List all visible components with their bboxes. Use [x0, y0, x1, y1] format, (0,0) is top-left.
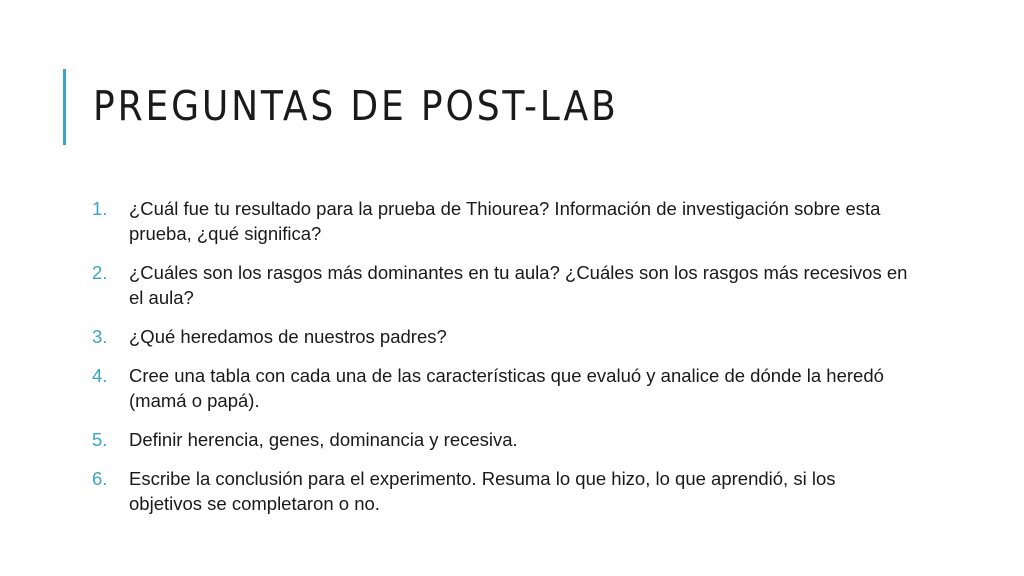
list-item-text: Definir herencia, genes, dominancia y recesiva.: [129, 429, 518, 450]
question-list: [92, 196, 912, 530]
list-item-text: Cree una tabla con cada una de las características que evaluó y analice de dónde la heredó (mamá o papá).: [129, 365, 884, 411]
list-item: [92, 363, 912, 413]
list-item-number: 5.: [92, 429, 108, 450]
list-item: [92, 466, 912, 516]
list-item-number: 1.: [92, 198, 108, 219]
list-item-text: Escribe la conclusión para el experimento. Resuma lo que hizo, lo que aprendió, si los objetivos se completaron o no.: [129, 468, 836, 514]
list-item: [92, 260, 912, 310]
slide-title: PREGUNTAS DE POST-LAB: [93, 82, 619, 130]
list-item: [92, 324, 912, 349]
list-item-number: 3.: [92, 326, 108, 347]
list-item: [92, 427, 912, 452]
list-item-text: ¿Cuáles son los rasgos más dominantes en tu aula? ¿Cuáles son los rasgos más recesivos en el aula?: [129, 262, 908, 308]
list-item-number: 2.: [92, 262, 108, 283]
list-item-number: 4.: [92, 365, 108, 386]
title-accent-bar: [63, 69, 66, 145]
list-item: [92, 196, 912, 246]
list-item-number: 6.: [92, 468, 108, 489]
list-item-text: ¿Qué heredamos de nuestros padres?: [129, 326, 447, 347]
list-item-text: ¿Cuál fue tu resultado para la prueba de Thiourea? Información de investigación sobre esta prueba, ¿qué significa?: [129, 198, 881, 244]
